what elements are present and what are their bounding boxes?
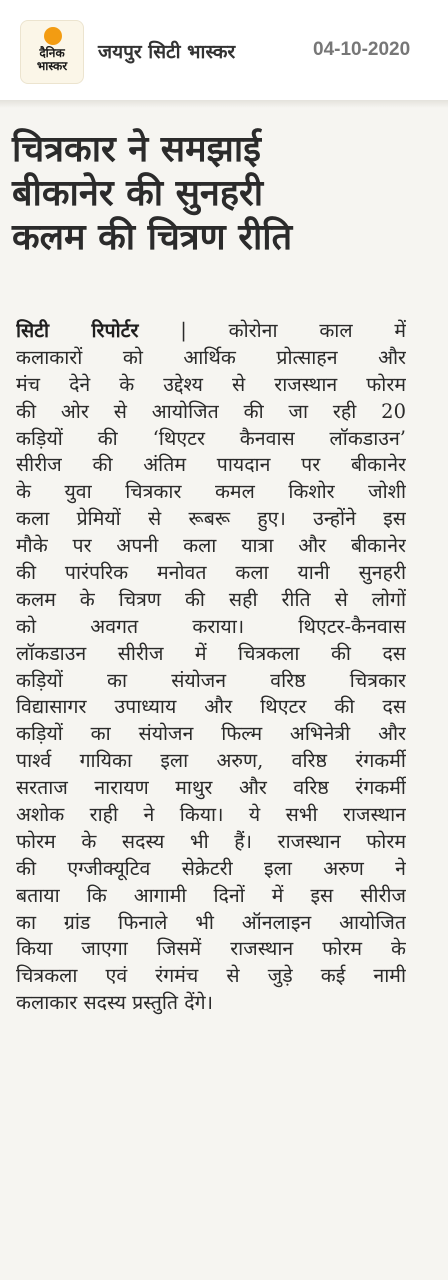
article-line: की एग्जीक्यूटिव सेक्रेटरी इला अरुण ने (16, 856, 406, 880)
app-header (0, 0, 448, 96)
article-body (16, 318, 406, 1017)
article-headline (12, 128, 438, 260)
logo-text: दैनिक भास्कर (36, 46, 68, 73)
article-line: कलम के चित्रण की सही रीति से लोगों (16, 587, 406, 611)
article-line: कलाकारों को आर्थिक प्रोत्साहन और (16, 345, 406, 369)
publication-name: जयपुर सिटी भास्कर (98, 41, 236, 63)
article-line: के युवा चित्रकार कमल किशोर जोशी (16, 480, 406, 504)
byline-separator: | (180, 319, 187, 342)
article-line: विद्यासागर उपाध्याय और थिएटर की दस (16, 695, 406, 719)
article-line: किया जाएगा जिसमें राजस्थान फोरम के (16, 937, 406, 961)
article-line: कड़ियों का संयोजन फिल्म अभिनेत्री और (16, 722, 406, 746)
article-line: कला प्रेमियों से रूबरू हुए। उन्होंने इस (16, 507, 406, 531)
clipping-edge (0, 100, 448, 108)
article-line: बताया कि आगामी दिनों में इस सीरीज (16, 883, 406, 907)
headline-line: चित्रकार ने समझाई (12, 129, 261, 170)
sun-icon (44, 27, 62, 45)
article-line: सीरीज की अंतिम पायदान पर बीकानेर (16, 453, 406, 477)
article-line: अशोक राही ने किया। ये सभी राजस्थान (16, 803, 406, 827)
article-line: पार्श्व गायिका इला अरुण, वरिष्ठ रंगकर्मी (16, 749, 406, 773)
publication-date: 04-10-2020 (313, 39, 411, 60)
article-line: कलाकार सदस्य प्रस्तुति देंगे। (16, 991, 213, 1015)
article-line: की ओर से आयोजित की जा रही 20 (16, 399, 406, 423)
dainik-bhaskar-logo[interactable] (20, 20, 84, 84)
article-line: मंच देने के उद्देश्य से राजस्थान फोरम (16, 372, 406, 396)
byline: सिटी रिपोर्टर (16, 319, 139, 342)
article-line: सरताज नारायण माथुर और वरिष्ठ रंगकर्मी (16, 776, 406, 800)
article-line: का ग्रांड फिनाले भी ऑनलाइन आयोजित (16, 910, 406, 934)
headline-line: बीकानेर की सुनहरी (12, 173, 264, 214)
article-line: फोरम के सदस्य भी हैं। राजस्थान फोरम (16, 829, 406, 853)
article-line: मौके पर अपनी कला यात्रा और बीकानेर (16, 534, 406, 558)
article-line: कड़ियों की ‘थिएटर कैनवास लॉकडाउन’ (16, 426, 406, 450)
article-line: की पारंपरिक मनोवत कला यानी सुनहरी (16, 561, 406, 585)
headline-line: कलम की चित्रण रीति (12, 217, 293, 258)
article-line: लॉकडाउन सीरीज में चित्रकला की दस (16, 641, 406, 665)
article-line: कड़ियों का संयोजन वरिष्ठ चित्रकार (16, 668, 406, 692)
article-first-line (16, 318, 406, 345)
article-line: चित्रकला एवं रंगमंच से जुड़े कई नामी (16, 964, 406, 988)
article-line: को अवगत कराया। थिएटर-कैनवास (16, 614, 406, 638)
first-line-text: कोरोना काल में (228, 319, 406, 342)
